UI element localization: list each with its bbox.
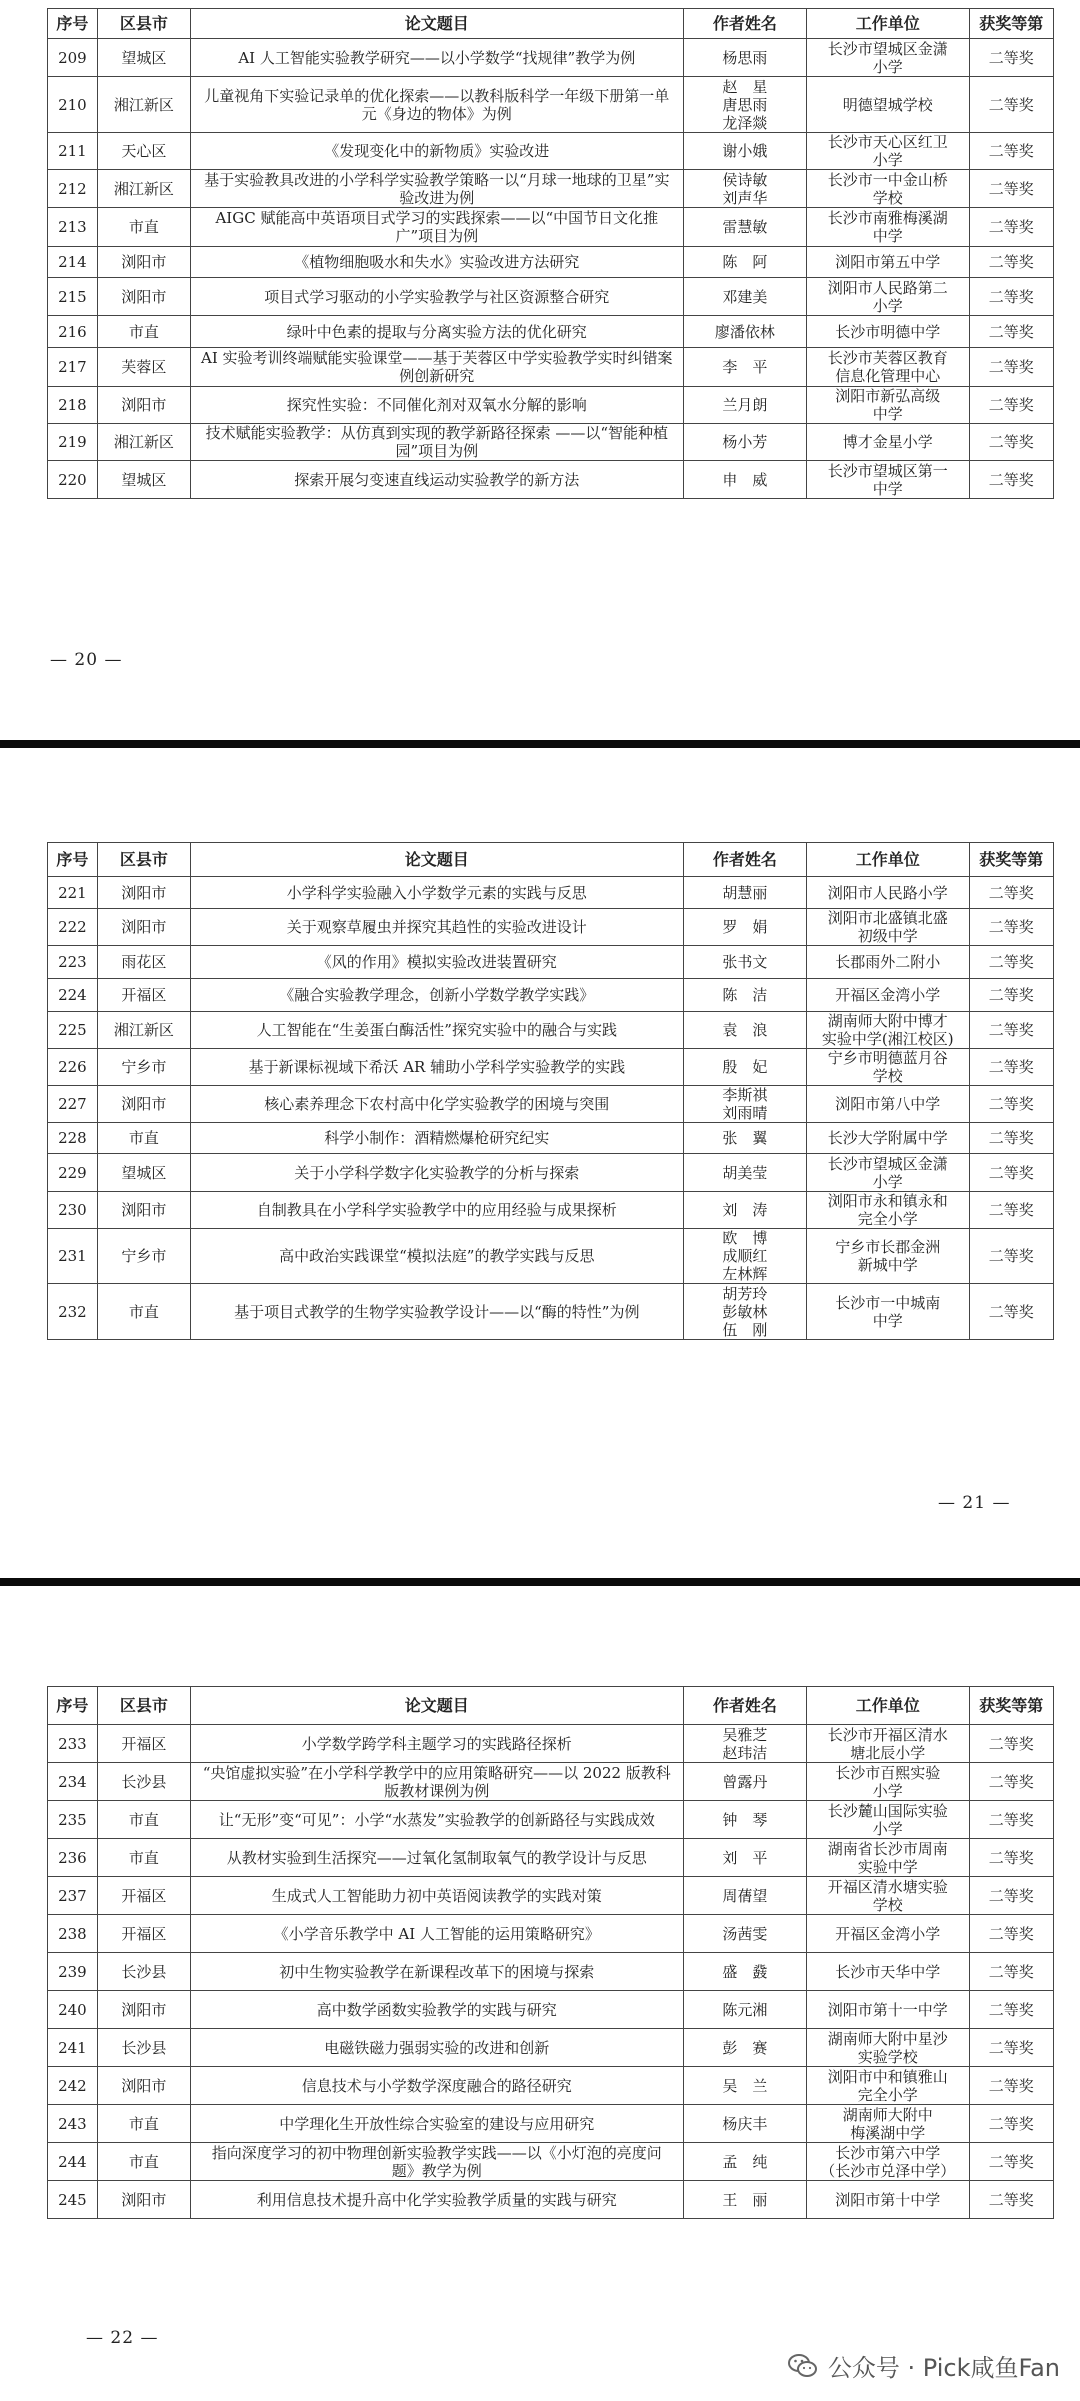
unit-cell: 湖南师大附中博才 实验中学(湘江校区) [807,1012,969,1049]
author-cell: 胡美莹 [683,1154,806,1192]
row-number-cell: 224 [48,979,98,1012]
author-cell: 兰月朗 [683,387,806,424]
column-header: 作者姓名 [683,9,806,39]
county-cell: 市直 [97,316,190,348]
table-row [48,1154,1054,1192]
row-number-cell: 227 [48,1086,98,1123]
table-row [48,1801,1054,1839]
unit-cell: 浏阳市人民路第二 小学 [807,278,969,316]
county-cell: 浏阳市 [97,877,190,909]
row-number-cell: 217 [48,348,98,387]
table-row [48,1284,1054,1340]
county-cell: 浏阳市 [97,247,190,278]
row-number-cell: 213 [48,208,98,247]
title-cell: 绿叶中色素的提取与分离实验方法的优化研究 [190,316,683,348]
award-cell: 二等奖 [969,387,1054,424]
column-header: 论文题目 [190,1687,683,1725]
title-cell: 高中政治实践课堂“模拟法庭”的教学实践与反思 [190,1229,683,1284]
unit-cell: 浏阳市第十一中学 [807,1991,969,2029]
award-cell: 二等奖 [969,461,1054,499]
title-cell: 人工智能在“生姜蛋白酶活性”探究实验中的融合与实践 [190,1012,683,1049]
county-cell: 市直 [97,1123,190,1154]
county-cell: 浏阳市 [97,2067,190,2105]
author-cell: 胡芳玲 彭敏林 伍 刚 [683,1284,806,1340]
county-cell: 浏阳市 [97,2181,190,2219]
title-cell: 《小学音乐教学中 AI 人工智能的运用策略研究》 [190,1915,683,1953]
page-number: — 20 — [50,650,123,670]
author-cell: 袁 浪 [683,1012,806,1049]
table-row [48,1763,1054,1801]
table-row [48,1991,1054,2029]
table-row [48,170,1054,208]
author-cell: 刘 平 [683,1839,806,1877]
table-row [48,2067,1054,2105]
column-header: 论文题目 [190,9,683,39]
row-number-cell: 225 [48,1012,98,1049]
column-header: 工作单位 [807,9,969,39]
award-cell: 二等奖 [969,1284,1054,1340]
row-number-cell: 226 [48,1049,98,1086]
award-cell: 二等奖 [969,1763,1054,1801]
table-row [48,979,1054,1012]
author-cell: 曾露丹 [683,1763,806,1801]
county-cell: 湘江新区 [97,424,190,461]
county-cell: 浏阳市 [97,909,190,946]
county-cell: 开福区 [97,1725,190,1763]
award-cell: 二等奖 [969,2143,1054,2181]
author-cell: 陈 阿 [683,247,806,278]
watermark [788,2348,1060,2383]
author-cell: 胡慧丽 [683,877,806,909]
title-cell: 中学理化生开放性综合实验室的建设与应用研究 [190,2105,683,2143]
award-cell: 二等奖 [969,1991,1054,2029]
unit-cell: 浏阳市第五中学 [807,247,969,278]
title-cell: 儿童视角下实验记录单的优化探索——以教科版科学一年级下册第一单元《身边的物体》为例 [190,77,683,133]
county-cell: 望城区 [97,39,190,77]
table-row [48,387,1054,424]
title-cell: 基于新课标视域下希沃 AR 辅助小学科学实验教学的实践 [190,1049,683,1086]
row-number-cell: 235 [48,1801,98,1839]
wechat-icon [788,2353,818,2379]
unit-cell: 宁乡市长郡金洲 新城中学 [807,1229,969,1284]
author-cell: 张 翼 [683,1123,806,1154]
table-row [48,1123,1054,1154]
unit-cell: 长沙市天心区红卫 小学 [807,133,969,170]
county-cell: 天心区 [97,133,190,170]
award-cell: 二等奖 [969,278,1054,316]
table-row [48,2143,1054,2181]
award-cell: 二等奖 [969,1915,1054,1953]
unit-cell: 浏阳市人民路小学 [807,877,969,909]
author-cell: 欧 博 成顺红 左林辉 [683,1229,806,1284]
title-cell: 技术赋能实验教学：从仿真到实现的教学新路径探索 ——以“智能种植园”项目为例 [190,424,683,461]
author-cell: 汤茜雯 [683,1915,806,1953]
county-cell: 市直 [97,2105,190,2143]
author-cell: 侯诗敏 刘声华 [683,170,806,208]
row-number-cell: 220 [48,461,98,499]
author-cell: 廖潘依林 [683,316,806,348]
author-cell: 申 威 [683,461,806,499]
table-row [48,133,1054,170]
award-cell: 二等奖 [969,77,1054,133]
unit-cell: 浏阳市第十中学 [807,2181,969,2219]
column-header: 区县市 [97,9,190,39]
county-cell: 浏阳市 [97,1086,190,1123]
author-cell: 王 丽 [683,2181,806,2219]
row-number-cell: 241 [48,2029,98,2067]
unit-cell: 开福区金湾小学 [807,1915,969,1953]
unit-cell: 长沙市望城区金潇 小学 [807,39,969,77]
author-cell: 赵 星 唐思雨 龙泽燚 [683,77,806,133]
column-header: 获奖等第 [969,9,1054,39]
page-separator [0,1578,1080,1586]
author-cell: 罗 娟 [683,909,806,946]
table-row [48,1086,1054,1123]
county-cell: 浏阳市 [97,1991,190,2029]
award-cell: 二等奖 [969,946,1054,979]
unit-cell: 浏阳市永和镇永和 完全小学 [807,1192,969,1229]
title-cell: 指向深度学习的初中物理创新实验教学实践——以《小灯泡的亮度问题》教学为例 [190,2143,683,2181]
unit-cell: 明德望城学校 [807,77,969,133]
column-header: 获奖等第 [969,843,1054,877]
row-number-cell: 230 [48,1192,98,1229]
row-number-cell: 211 [48,133,98,170]
column-header: 区县市 [97,1687,190,1725]
author-cell: 吴雅芝 赵玮洁 [683,1725,806,1763]
county-cell: 开福区 [97,979,190,1012]
document-page [0,748,1080,1578]
row-number-cell: 219 [48,424,98,461]
table-row [48,1839,1054,1877]
title-cell: 电磁铁磁力强弱实验的改进和创新 [190,2029,683,2067]
row-number-cell: 236 [48,1839,98,1877]
award-cell: 二等奖 [969,1953,1054,1991]
award-cell: 二等奖 [969,2029,1054,2067]
table-row [48,1953,1054,1991]
author-cell: 孟 纯 [683,2143,806,2181]
award-cell: 二等奖 [969,1801,1054,1839]
table-row [48,316,1054,348]
title-cell: 信息技术与小学数学深度融合的路径研究 [190,2067,683,2105]
column-header: 序号 [48,843,98,877]
county-cell: 市直 [97,208,190,247]
row-number-cell: 222 [48,909,98,946]
award-cell: 二等奖 [969,909,1054,946]
unit-cell: 长沙市一中城南 中学 [807,1284,969,1340]
title-cell: AI 人工智能实验教学研究——以小学数学“找规律”教学为例 [190,39,683,77]
column-header: 工作单位 [807,843,969,877]
award-cell: 二等奖 [969,979,1054,1012]
awards-table [47,842,1054,1340]
county-cell: 市直 [97,2143,190,2181]
author-cell: 盛 鼗 [683,1953,806,1991]
header-row [48,1687,1054,1725]
row-number-cell: 237 [48,1877,98,1915]
table-row [48,2181,1054,2219]
award-cell: 二等奖 [969,247,1054,278]
column-header: 序号 [48,9,98,39]
author-cell: 张书文 [683,946,806,979]
county-cell: 市直 [97,1839,190,1877]
county-cell: 雨花区 [97,946,190,979]
title-cell: 利用信息技术提升高中化学实验教学质量的实践与研究 [190,2181,683,2219]
table-row [48,2029,1054,2067]
award-cell: 二等奖 [969,1086,1054,1123]
title-cell: 项目式学习驱动的小学实验教学与社区资源整合研究 [190,278,683,316]
author-cell: 雷慧敏 [683,208,806,247]
table-row [48,208,1054,247]
title-cell: 关于观察草履虫并探究其趋性的实验改进设计 [190,909,683,946]
county-cell: 湘江新区 [97,170,190,208]
award-cell: 二等奖 [969,39,1054,77]
award-cell: 二等奖 [969,133,1054,170]
title-cell: 《植物细胞吸水和失水》实验改进方法研究 [190,247,683,278]
title-cell: 基于项目式教学的生物学实验教学设计——以“酶的特性”为例 [190,1284,683,1340]
unit-cell: 宁乡市明德蓝月谷 学校 [807,1049,969,1086]
title-cell: AIGC 赋能高中英语项目式学习的实践探索——以“中国节日文化推广”项目为例 [190,208,683,247]
table-row [48,278,1054,316]
author-cell: 殷 妃 [683,1049,806,1086]
unit-cell: 开福区金湾小学 [807,979,969,1012]
table-row [48,424,1054,461]
row-number-cell: 218 [48,387,98,424]
county-cell: 开福区 [97,1915,190,1953]
author-cell: 杨小芳 [683,424,806,461]
unit-cell: 开福区清水塘实验 学校 [807,1877,969,1915]
title-cell: 关于小学科学数字化实验教学的分析与探索 [190,1154,683,1192]
table-row [48,461,1054,499]
award-cell: 二等奖 [969,1154,1054,1192]
document-page [0,1586,1080,2401]
column-header: 工作单位 [807,1687,969,1725]
row-number-cell: 210 [48,77,98,133]
table-row [48,1725,1054,1763]
county-cell: 宁乡市 [97,1049,190,1086]
table-row [48,1192,1054,1229]
row-number-cell: 216 [48,316,98,348]
column-header: 论文题目 [190,843,683,877]
row-number-cell: 212 [48,170,98,208]
award-cell: 二等奖 [969,2105,1054,2143]
author-cell: 谢小娥 [683,133,806,170]
award-cell: 二等奖 [969,1877,1054,1915]
column-header: 作者姓名 [683,843,806,877]
table-row [48,77,1054,133]
title-cell: 探索开展匀变速直线运动实验教学的新方法 [190,461,683,499]
header-row [48,843,1054,877]
row-number-cell: 234 [48,1763,98,1801]
document-page [0,0,1080,740]
table-row [48,1012,1054,1049]
unit-cell: 长沙市南雅梅溪湖 中学 [807,208,969,247]
county-cell: 长沙县 [97,1953,190,1991]
row-number-cell: 214 [48,247,98,278]
title-cell: 高中数学函数实验教学的实践与研究 [190,1991,683,2029]
award-cell: 二等奖 [969,348,1054,387]
award-cell: 二等奖 [969,1839,1054,1877]
column-header: 序号 [48,1687,98,1725]
author-cell: 李斯祺 刘雨晴 [683,1086,806,1123]
county-cell: 浏阳市 [97,1192,190,1229]
table-row [48,1915,1054,1953]
row-number-cell: 245 [48,2181,98,2219]
title-cell: 小学科学实验融入小学数学元素的实践与反思 [190,877,683,909]
award-cell: 二等奖 [969,1123,1054,1154]
author-cell: 李 平 [683,348,806,387]
unit-cell: 浏阳市北盛镇北盛 初级中学 [807,909,969,946]
row-number-cell: 238 [48,1915,98,1953]
county-cell: 长沙县 [97,2029,190,2067]
title-cell: 小学数学跨学科主题学习的实践路径探析 [190,1725,683,1763]
author-cell: 彭 赛 [683,2029,806,2067]
title-cell: 基于实验教具改进的小学科学实验教学策略一以“月球一地球的卫星”实验改进为例 [190,170,683,208]
award-cell: 二等奖 [969,1049,1054,1086]
title-cell: 《发现变化中的新物质》实验改进 [190,133,683,170]
table-row [48,1877,1054,1915]
row-number-cell: 239 [48,1953,98,1991]
author-cell: 杨庆丰 [683,2105,806,2143]
table-row [48,946,1054,979]
title-cell: 探究性实验：不同催化剂对双氧水分解的影响 [190,387,683,424]
awards-table [47,8,1054,499]
row-number-cell: 215 [48,278,98,316]
unit-cell: 博才金星小学 [807,424,969,461]
row-number-cell: 244 [48,2143,98,2181]
award-cell: 二等奖 [969,2181,1054,2219]
author-cell: 周蒨望 [683,1877,806,1915]
row-number-cell: 223 [48,946,98,979]
unit-cell: 长沙市一中金山桥 学校 [807,170,969,208]
unit-cell: 长沙大学附属中学 [807,1123,969,1154]
county-cell: 湘江新区 [97,77,190,133]
unit-cell: 长沙市天华中学 [807,1953,969,1991]
award-cell: 二等奖 [969,877,1054,909]
author-cell: 钟 琴 [683,1801,806,1839]
title-cell: 科学小制作：酒精燃爆枪研究纪实 [190,1123,683,1154]
page-number: — 22 — [86,2328,159,2348]
table-row [48,39,1054,77]
row-number-cell: 209 [48,39,98,77]
unit-cell: 长沙市望城区第一 中学 [807,461,969,499]
author-cell: 吴 兰 [683,2067,806,2105]
watermark-text: 公众号 · Pick咸鱼Fan [827,2354,1060,2382]
unit-cell: 长沙市望城区金潇 小学 [807,1154,969,1192]
author-cell: 陈元湘 [683,1991,806,2029]
row-number-cell: 233 [48,1725,98,1763]
award-cell: 二等奖 [969,1229,1054,1284]
award-cell: 二等奖 [969,316,1054,348]
title-cell: 让“无形”变“可见”：小学“水蒸发”实验教学的创新路径与实践成效 [190,1801,683,1839]
unit-cell: 长沙市百熙实验 小学 [807,1763,969,1801]
row-number-cell: 228 [48,1123,98,1154]
county-cell: 望城区 [97,461,190,499]
table-row [48,1229,1054,1284]
unit-cell: 长沙麓山国际实验 小学 [807,1801,969,1839]
county-cell: 市直 [97,1284,190,1340]
unit-cell: 湖南师大附中星沙 实验学校 [807,2029,969,2067]
title-cell: 《风的作用》模拟实验改进装置研究 [190,946,683,979]
award-cell: 二等奖 [969,424,1054,461]
county-cell: 市直 [97,1801,190,1839]
unit-cell: 浏阳市中和镇雅山 完全小学 [807,2067,969,2105]
column-header: 作者姓名 [683,1687,806,1725]
county-cell: 开福区 [97,1877,190,1915]
awards-table [47,1686,1054,2219]
table-row [48,247,1054,278]
title-cell: 《融合实验教学理念，创新小学数学教学实践》 [190,979,683,1012]
unit-cell: 长郡雨外二附小 [807,946,969,979]
table-row [48,909,1054,946]
award-cell: 二等奖 [969,2067,1054,2105]
author-cell: 杨思雨 [683,39,806,77]
award-cell: 二等奖 [969,1012,1054,1049]
author-cell: 邓建美 [683,278,806,316]
unit-cell: 浏阳市新弘高级 中学 [807,387,969,424]
unit-cell: 长沙市开福区清水 塘北辰小学 [807,1725,969,1763]
header-row [48,9,1054,39]
county-cell: 宁乡市 [97,1229,190,1284]
unit-cell: 长沙市第六中学 （长沙市兑泽中学） [807,2143,969,2181]
table-row [48,2105,1054,2143]
column-header: 区县市 [97,843,190,877]
row-number-cell: 231 [48,1229,98,1284]
title-cell: 从教材实验到生活探究——过氧化氢制取氧气的教学设计与反思 [190,1839,683,1877]
unit-cell: 湖南省长沙市周南 实验中学 [807,1839,969,1877]
county-cell: 湘江新区 [97,1012,190,1049]
unit-cell: 浏阳市第八中学 [807,1086,969,1123]
author-cell: 陈 洁 [683,979,806,1012]
county-cell: 浏阳市 [97,278,190,316]
title-cell: 核心素养理念下农村高中化学实验教学的困境与突围 [190,1086,683,1123]
row-number-cell: 232 [48,1284,98,1340]
column-header: 获奖等第 [969,1687,1054,1725]
row-number-cell: 243 [48,2105,98,2143]
row-number-cell: 221 [48,877,98,909]
page-separator [0,740,1080,748]
title-cell: 初中生物实验教学在新课程改革下的困境与探索 [190,1953,683,1991]
row-number-cell: 240 [48,1991,98,2029]
title-cell: 自制教具在小学科学实验教学中的应用经验与成果探析 [190,1192,683,1229]
title-cell: “央馆虚拟实验”在小学科学教学中的应用策略研究——以 2022 版教科版教材课例为例 [190,1763,683,1801]
row-number-cell: 242 [48,2067,98,2105]
county-cell: 长沙县 [97,1763,190,1801]
unit-cell: 湖南师大附中 梅溪湖中学 [807,2105,969,2143]
unit-cell: 长沙市明德中学 [807,316,969,348]
county-cell: 芙蓉区 [97,348,190,387]
award-cell: 二等奖 [969,170,1054,208]
title-cell: AI 实验考训终端赋能实验课堂——基于芙蓉区中学实验教学实时纠错案例创新研究 [190,348,683,387]
award-cell: 二等奖 [969,1725,1054,1763]
award-cell: 二等奖 [969,208,1054,247]
table-row [48,348,1054,387]
award-cell: 二等奖 [969,1192,1054,1229]
unit-cell: 长沙市芙蓉区教育 信息化管理中心 [807,348,969,387]
county-cell: 望城区 [97,1154,190,1192]
table-row [48,877,1054,909]
county-cell: 浏阳市 [97,387,190,424]
author-cell: 刘 涛 [683,1192,806,1229]
row-number-cell: 229 [48,1154,98,1192]
table-row [48,1049,1054,1086]
page-number: — 21 — [938,1493,1011,1513]
title-cell: 生成式人工智能助力初中英语阅读教学的实践对策 [190,1877,683,1915]
